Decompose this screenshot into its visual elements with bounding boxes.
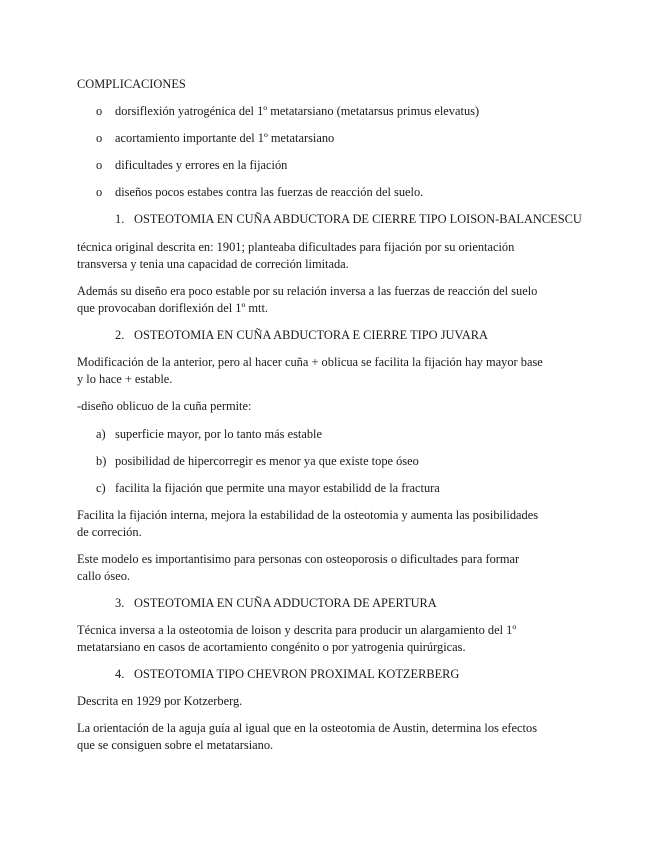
paragraph-line: Técnica inversa a la osteotomia de loison y descrita para producir un alargamiento del 1º <box>77 623 517 637</box>
paragraph-line: que provocaban doriflexión del 1º mtt. <box>77 301 269 315</box>
paragraph-line: -diseño oblicuo de la cuña permite: <box>77 399 252 413</box>
paragraph-line: Modificación de la anterior, pero al hacer cuña + oblicua se facilita la fijación hay mayor base <box>77 355 543 369</box>
section-title: OSTEOTOMIA TIPO CHEVRON PROXIMAL KOTZERBERG <box>134 667 460 681</box>
section-number: 3. <box>115 596 125 610</box>
paragraph-line: Facilita la fijación interna, mejora la estabilidad de la osteotomia y aumenta las posibilidades <box>77 508 539 522</box>
list-marker: c) <box>96 481 106 495</box>
bullet-marker: o <box>96 158 103 172</box>
paragraph-line: callo óseo. <box>77 569 130 583</box>
complication-item: dificultades y errores en la fijación <box>115 158 288 172</box>
complication-item: dorsiflexión yatrogénica del 1º metatarsiano (metatarsus primus elevatus) <box>115 104 480 118</box>
paragraph-line: transversa y tenia una capacidad de correción limitada. <box>77 257 349 271</box>
section-number: 2. <box>115 328 125 342</box>
complication-item: acortamiento importante del 1º metatarsiano <box>115 131 335 145</box>
list-marker: a) <box>96 427 106 441</box>
section-title: OSTEOTOMIA EN CUÑA ADDUCTORA DE APERTURA <box>134 596 437 610</box>
list-item: posibilidad de hipercorregir es menor ya que existe tope óseo <box>115 454 419 468</box>
bullet-marker: o <box>96 104 103 118</box>
heading-complicaciones: COMPLICACIONES <box>77 77 186 91</box>
paragraph-line: Este modelo es importantisimo para personas con osteoporosis o dificultades para formar <box>77 552 520 566</box>
paragraph-line: técnica original descrita en: 1901; planteaba dificultades para fijación por su orientación <box>77 240 515 254</box>
section-title: OSTEOTOMIA EN CUÑA ABDUCTORA E CIERRE TIPO JUVARA <box>134 328 488 342</box>
section-title: OSTEOTOMIA EN CUÑA ABDUCTORA DE CIERRE TIPO LOISON-BALANCESCU <box>134 212 582 226</box>
list-marker: b) <box>96 454 107 468</box>
section-number: 1. <box>115 212 125 226</box>
paragraph-line: metatarsiano en casos de acortamiento congénito o por yatrogenia quirúrgicas. <box>77 640 466 654</box>
paragraph-line: de correción. <box>77 525 142 539</box>
paragraph-line: Además su diseño era poco estable por su relación inversa a las fuerzas de reacción del suelo <box>77 284 538 298</box>
section-number: 4. <box>115 667 125 681</box>
bullet-marker: o <box>96 131 103 145</box>
list-item: facilita la fijación que permite una mayor estabilidd de la fractura <box>115 481 440 495</box>
paragraph-line: Descrita en 1929 por Kotzerberg. <box>77 694 243 708</box>
paragraph-line: La orientación de la aguja guía al igual que en la osteotomia de Austin, determina los efectos <box>77 721 538 735</box>
bullet-marker: o <box>96 185 103 199</box>
complication-item: diseños pocos estabes contra las fuerzas de reacción del suelo. <box>115 185 424 199</box>
list-item: superficie mayor, por lo tanto más estable <box>115 427 322 441</box>
paragraph-line: que se consiguen sobre el metatarsiano. <box>77 738 274 752</box>
paragraph-line: y lo hace + estable. <box>77 372 173 386</box>
